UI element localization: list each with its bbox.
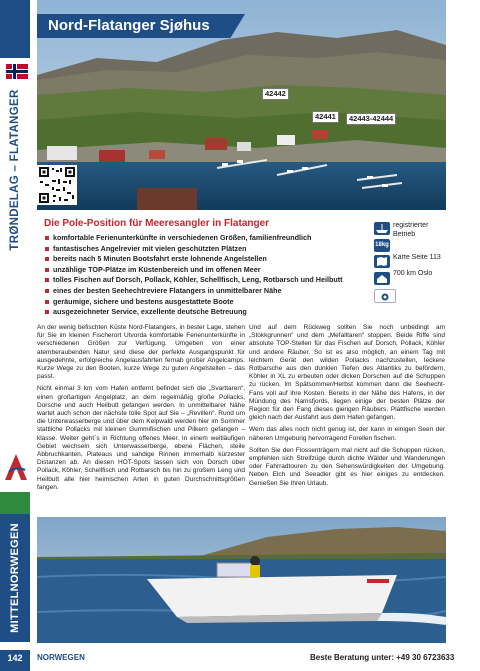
sidebar-top-bar [0,0,30,58]
map-icon [374,255,390,268]
list-item: eines der besten Seehechtreviere Flatangers in unmittelbarer Nähe [44,286,364,297]
list-item: tolles Fischen auf Dorsch, Pollack, Köhler, Schellfisch, Leng, Rotbarsch und Heilbutt [44,275,364,286]
body-column-right [249,324,445,492]
qr-code-icon[interactable] [37,165,77,205]
list-item: geräumige, sichere und bestens ausgestattete Boote [44,297,364,308]
list-item: fantastisches Angelrevier mit vielen geschützten Plätzen [44,244,364,255]
body-paragraph: Und auf dem Rückweg sollten Sie noch unbedingt am „Stokkgrunnen“ und dem „Mefalltaren“ stoppen. Beide Riffe sind absolute TOP-Stellen für das Fischen auf Dorsch, Pollack, Köhler und andere Räuber. So ist es also möglich, an einem Tag mit leichtem Gerät den wilden Pollacks nachzustellen, leckere Rotbarsche aus den dunklen Tiefen des Atlantiks zu befördern, Köhler in XL zu erbeuten oder dicken Dorschen auf die Schuppen zu rücken. Im Spätsommer/Herbst kommen dann die Seehecht-Fans voll auf ihre Kosten. Bereits in der Nähe des Hafens, in der Mündung des Namsfjords, liegen einige der besten Plätze der Region für den Fang dieses gierigen Räubers. Plattfische werden gleich nach der Ausfahrt aus dem Hafen gefangen. [249,324,445,422]
norway-flag-icon [6,64,28,79]
fishing-boat-photo [37,517,446,643]
map-tag: 42443-42444 [346,113,396,125]
fishing-boat-icon [374,222,390,235]
footer-contact: Beste Beratung unter: +49 30 6723633 [310,653,455,662]
features-list [44,233,364,318]
features-title: Die Pole-Position für Meeresangler in Flatanger [44,218,270,229]
page-number: 142 [7,653,23,663]
list-item: ausgezeichneter Service, exzellente deutsche Betreuung [44,307,364,318]
distance-text: 700 km Oslo [393,270,433,277]
list-item: unzählige TOP-Plätze im Küstenbereich und im offenen Meer [44,265,364,276]
map-tag: 42441 [312,111,339,123]
body-column-left [37,324,245,496]
region-label-text: TRØNDELAG – FLATANGER [9,89,21,251]
registered-business-text: registrierter Betrieb [393,222,429,238]
angel-logo-icon [3,452,29,482]
list-item: komfortable Ferienunterkünfte in verschiedenen Größen, familienfreundlich [44,233,364,244]
sidebar-green-bar [0,492,30,514]
map-reference-text: Karte Seite 113 [393,254,441,261]
footer-country: NORWEGEN [37,653,85,662]
house-icon [374,272,390,285]
weight-badge: 18kg [374,239,390,252]
body-paragraph: Wem das alles noch nicht genug ist, der kann in einigen Seen der näheren Umgebung hervorragend Forellen fischen. [249,426,445,442]
body-paragraph: An der wenig befischten Küste Nord-Flatangers, in bester Lage, stehen für Sie im kleinen Fischerort Utvorda komfortable Ferienunterkünfte in verschiedenen Größen zur Verfügung. Umgeben von einer atemberaubenden Natur sind diese der perfekte Ausgangspunkt für ausgedehnte, erfolgreiche Angelausfahrten fernab großer Angelcamps. Kurze Wege zu den Booten, kurze Wege zu guten Angelstellen – das passt. [37,324,245,381]
page-title: Nord-Flatanger Sjøhus [48,17,210,34]
section-label [1,514,29,642]
body-paragraph: Sollten Sie den Flossenträgern mal nicht auf die Schuppen rücken, empfehlen sich Streifzüge durch dichte Wälder und Wanderungen oder Fahrradtouren zu den Sehenswürdigkeiten der Umgebung. Neben Elch und Seeadler gibt es hier einiges zu entdecken. Genießen Sie Ihren Urlaub. [249,446,445,487]
list-item: bereits nach 5 Minuten Bootsfahrt erste lohnende Angelstellen [44,254,364,265]
body-paragraph: Nicht einmal 3 km vom Hafen entfernt befindet sich die „Svarttaren“, einen großartigen Angelplatz, an dem regelmäßig große Pollacks, Dorsche und auch Heilbutt gefangen werden. In unmittelbarer Nähe wartet auch schon der nächste tolle Spot auf Sie – „Revillen“. Rund um die Unterwasserberge und über dem Kelpwald werden hier im Sommer stattliche Pollacks mit kleinen Gummifischen und Pilkern gefangen – klasse. Weiter geht´s in Richtung offenes Meer. In einem weitläufigen Gebiet wechseln sich Unterwasserberge, ebene Flächen, steile Abbruchkanten, Plateaus und sandige Rinnen immerhalb kürzester Distanzen ab. An diesen HOT-Spots lassen sich von Dorsch über Pollack, Köhler, Schellfisch und Rotbarsch bis hin zu großem Leng und Heilbutt alle hier heimischen Arten in guten Durchschnittsgrößen fangen. [37,385,245,491]
region-label [1,90,29,250]
partner-logo-icon [374,289,396,303]
map-tag: 42442 [262,88,289,100]
section-label-text: MITTELNORWEGEN [9,523,21,633]
